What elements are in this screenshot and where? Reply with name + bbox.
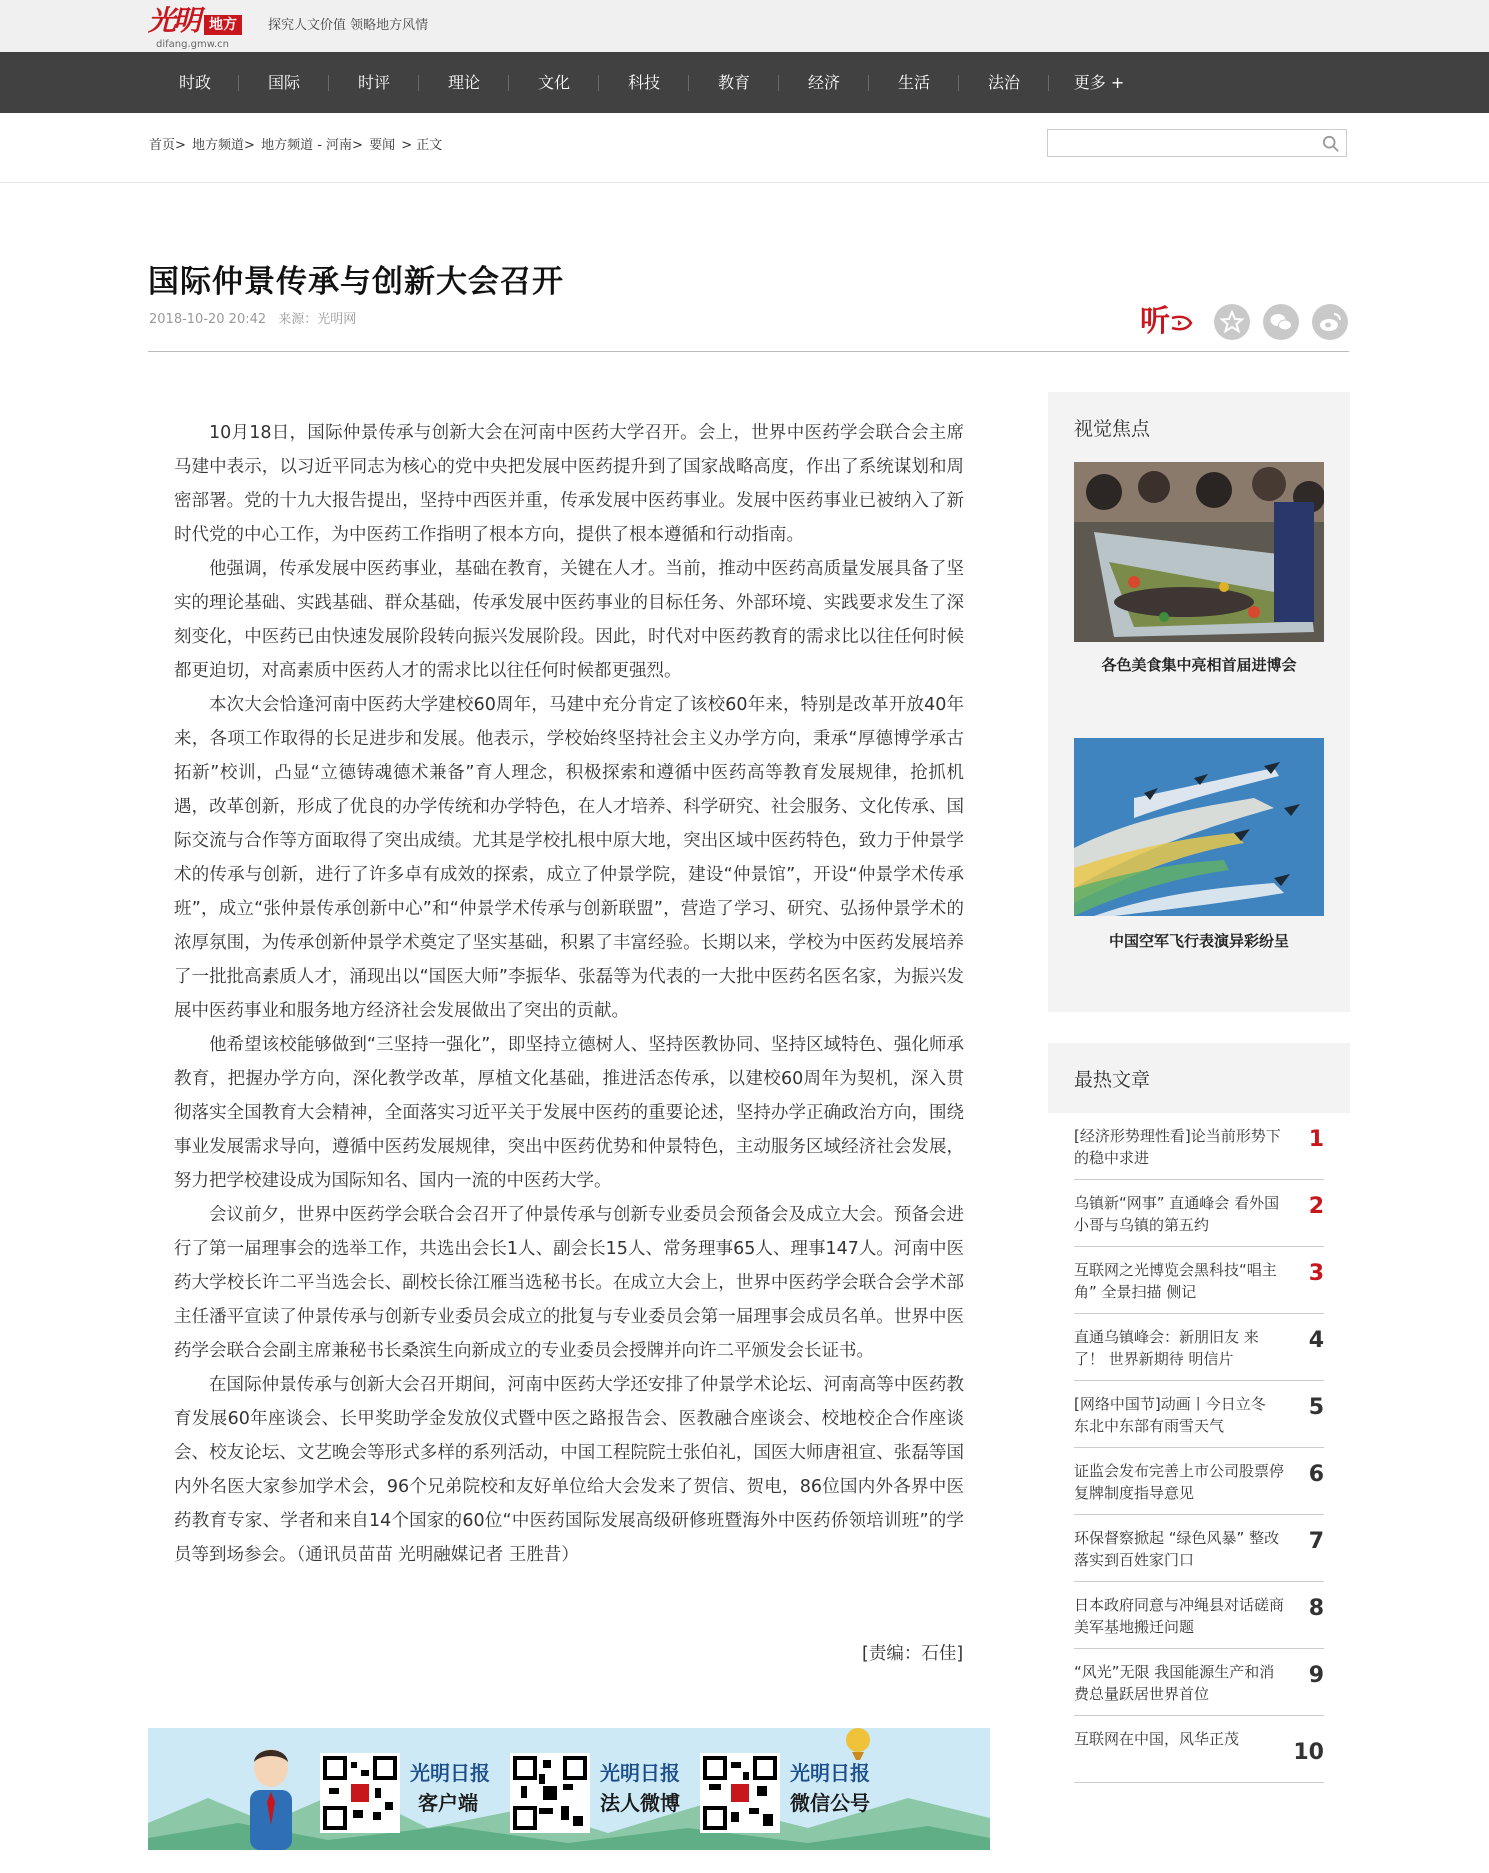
- article-body: [174, 416, 964, 1572]
- nav-item-jiaoyu[interactable]: 教育: [717, 73, 750, 92]
- article-title: 国际仲景传承与创新大会召开: [148, 264, 564, 300]
- hot-articles-title: 最热文章: [1074, 1069, 1151, 1091]
- hot-article-title[interactable]: 互联网之光博览会黑科技“唱主角” 全景扫描 侧记: [1074, 1261, 1277, 1301]
- banner-label-weibo: [600, 1758, 680, 1818]
- hot-article-item[interactable]: [1074, 1180, 1324, 1247]
- hot-article-rank: 1: [1308, 1127, 1324, 1152]
- article-date: 2018-10-20 20:42: [149, 312, 267, 327]
- hot-article-item[interactable]: [1074, 1515, 1324, 1582]
- banner-label-line: 光明日报: [790, 1761, 870, 1785]
- hot-article-title[interactable]: “风光”无限 我国能源生产和消费总量跃居世界首位: [1074, 1663, 1275, 1703]
- search-input[interactable]: [1052, 131, 1316, 157]
- weibo-share-button[interactable]: [1312, 304, 1348, 340]
- hot-article-title[interactable]: 互联网在中国，风华正茂: [1074, 1730, 1240, 1748]
- banner-label-line: 微信公号: [790, 1791, 870, 1815]
- photo-caption[interactable]: 各色美食集中亮相首届进博会: [1101, 656, 1297, 674]
- wechat-icon: [1263, 304, 1299, 340]
- photo-food-expo[interactable]: [1074, 462, 1324, 642]
- speaker-icon: [1169, 308, 1195, 338]
- title-divider: [148, 351, 1349, 352]
- photo-air-show[interactable]: [1074, 738, 1324, 916]
- hot-article-title[interactable]: 环保督察掀起 “绿色风暴” 整改落实到百姓家门口: [1074, 1529, 1280, 1569]
- logo-domain: difang.gmw.cn: [156, 39, 230, 50]
- banner-label-line: 客户端: [418, 1791, 478, 1815]
- photo-caption[interactable]: 中国空军飞行表演异彩纷呈: [1108, 932, 1289, 950]
- article-source: 来源：光明网: [278, 312, 357, 327]
- nav-item-shenghuo[interactable]: 生活: [897, 73, 930, 92]
- hot-article-title[interactable]: 证监会发布完善上市公司股票停复牌制度指导意见: [1074, 1462, 1285, 1502]
- follow-banner[interactable]: [148, 1728, 990, 1850]
- hot-article-title[interactable]: 日本政府同意与冲绳县对话磋商美军基地搬迁问题: [1074, 1596, 1285, 1636]
- hot-article-rank: 5: [1308, 1395, 1324, 1420]
- hot-article-item[interactable]: [1074, 1314, 1324, 1381]
- hot-article-item[interactable]: [1074, 1582, 1324, 1649]
- nav-item-wenhua[interactable]: 文化: [537, 73, 570, 92]
- hot-article-rank: 10: [1293, 1740, 1324, 1765]
- breadcrumb-home[interactable]: 首页>: [149, 138, 186, 153]
- header-divider: [0, 182, 1489, 183]
- nav-item-shiping[interactable]: 时评: [357, 73, 390, 92]
- favorite-button[interactable]: [1214, 304, 1250, 340]
- main-nav: [0, 52, 1489, 113]
- nav-item-lilun[interactable]: 理论: [447, 73, 480, 92]
- article-paragraph: 会议前夕，世界中医药学会联合会召开了仲景传承与创新专业委员会预备会及成立大会。预备会进行了第一届理事会的选举工作，共选出会长1人、副会长15人、常务理事65人、理事147人。河南中医药大学校长许二平当选会长、副校长徐江雁当选秘书长。在成立大会上，世界中医药学会联合会学术部主任潘平宣读了仲景传承与创新专业委员会成立的批复与专业委员会第一届理事会成员名单。世界中医药学会联合会副主席兼秘书长桑滨生向新成立的专业委员会授牌并向许二平颁发会长证书。: [174, 1205, 964, 1361]
- qr-code-app: [320, 1753, 400, 1833]
- listen-button[interactable]: [1140, 304, 1196, 340]
- nav-item-more[interactable]: 更多 +: [1073, 73, 1125, 92]
- hot-article-rank: 9: [1308, 1663, 1324, 1688]
- hot-article-item[interactable]: [1074, 1448, 1324, 1515]
- nav-item-shizheng[interactable]: 时政: [178, 73, 211, 92]
- hot-article-item[interactable]: [1074, 1649, 1324, 1716]
- search-box: [1047, 129, 1347, 157]
- article-editor: [责编：石佳]: [862, 1644, 964, 1664]
- article-meta: [149, 308, 364, 327]
- hot-article-rank: 6: [1308, 1462, 1324, 1487]
- hot-article-rank: 8: [1308, 1596, 1324, 1621]
- article-paragraph: 在国际仲景传承与创新大会召开期间，河南中医药大学还安排了仲景学术论坛、河南高等中医药教育发展60年座谈会、长甲奖助学金发放仪式暨中医之路报告会、医教融合座谈会、校地校企合作座谈会、校友论坛、文艺晚会等形式多样的系列活动，中国工程院院士张伯礼，国医大师唐祖宣、张磊等国内外名医大家参加学术会，96个兄弟院校和友好单位给大会发来了贺信、贺电，86位国内外各界中医药教育专家、学者和来自14个国家的60位“中医药国际发展高级研修班暨海外中医药侨领培训班”的学员等到场参会。（通讯员苗苗 光明融媒记者 王胜昔）: [174, 1375, 964, 1565]
- food-expo-image: [1074, 462, 1324, 642]
- weibo-icon: [1312, 304, 1348, 340]
- hot-article-item[interactable]: [1074, 1716, 1324, 1783]
- star-icon: [1214, 304, 1250, 340]
- hot-article-rank: 7: [1308, 1529, 1324, 1554]
- qr-code-weibo: [510, 1753, 590, 1833]
- hot-articles-header: [1048, 1043, 1350, 1113]
- wechat-share-button[interactable]: [1263, 304, 1299, 340]
- hot-article-title[interactable]: 直通乌镇峰会：新朋旧友 来了！ 世界新期待 明信片: [1074, 1328, 1259, 1368]
- balloon-icon: [838, 1728, 878, 1766]
- qr-code-icon: [513, 1756, 587, 1830]
- banner-label-line: 光明日报: [410, 1761, 490, 1785]
- top-bar: [0, 0, 1489, 52]
- article-paragraph: 10月18日，国际仲景传承与创新大会在河南中医药大学召开。会上，世界中医药学会联合会主席马建中表示，以习近平同志为核心的党中央把发展中医药提升到了国家战略高度，作出了系统谋划和周密部署。党的十九大报告提出，坚持中西医并重，传承发展中医药事业。发展中医药事业已被纳入了新时代党的中心工作，为中医药工作指明了根本方向，提供了根本遵循和行动指南。: [174, 423, 964, 545]
- nav-item-keji[interactable]: 科技: [627, 73, 660, 92]
- article-paragraph: 他希望该校能够做到“三坚持一强化”，即坚持立德树人、坚持医教协同、坚持区域特色、强化师承教育，把握办学方向，深化教学改革，厚植文化基础，推进活态传承，以建校60周年为契机，深入贯彻落实全国教育大会精神，全面落实习近平关于发展中医药的重要论述，坚持办学正确政治方向，围绕事业发展需求导向，遵循中医药发展规律，突出中医药优势和仲景特色，主动服务区域经济社会发展，努力把学校建设成为国际知名、国内一流的中医药大学。: [174, 1035, 964, 1191]
- banner-label-line: 法人微博: [600, 1791, 680, 1815]
- hot-article-rank: 4: [1308, 1328, 1324, 1353]
- site-logo[interactable]: [148, 4, 250, 50]
- article-paragraph: 本次大会恰逢河南中医药大学建校60周年，马建中充分肯定了该校60年来，特别是改革开放40年来，各项工作取得的长足进步和发展。他表示，学校始终坚持社会主义办学方向，秉承“厚德博学承古拓新”校训，凸显“立德铸魂德术兼备”育人理念，积极探索和遵循中医药高等教育发展规律，抢抓机遇，改革创新，形成了优良的办学传统和办学特色，在人才培养、科学研究、社会服务、文化传承、国际交流与合作等方面取得了突出成绩。尤其是学校扎根中原大地，突出区域中医药特色，致力于仲景学术的传承与创新，进行了许多卓有成效的探索，成立了仲景学院，建设“仲景馆”，开设“仲景学术传承班”，成立“张仲景传承创新中心”和“仲景学术传承与创新联盟”，营造了学习、研究、弘扬仲景学术的浓厚氛围，为传承创新仲景学术奠定了坚实基础，积累了丰富经验。长期以来，学校为中医药发展培养了一批批高素质人才，涌现出以“国医大师”李振华、张磊等为代表的一大批中医药名医名家，为振兴发展中医药事业和服务地方经济社会发展做出了突出的贡献。: [174, 695, 964, 1021]
- hot-article-title[interactable]: [网络中国节]动画丨今日立冬 东北中东部有雨雪天气: [1074, 1395, 1266, 1435]
- breadcrumb-current: > 正文: [401, 138, 443, 153]
- logo-mark: 光明: [148, 4, 199, 37]
- hot-article-title[interactable]: 乌镇新“网事” 直通峰会 看外国小哥与乌镇的第五约: [1074, 1194, 1280, 1234]
- hot-article-rank: 3: [1308, 1261, 1324, 1286]
- article-paragraph: 他强调，传承发展中医药事业，基础在教育，关键在人才。当前，推动中医药高质量发展具备了坚实的理论基础、实践基础、群众基础，传承发展中医药事业的目标任务、外部环境、实践要求发生了深刻变化，中医药已由快速发展阶段转向振兴发展阶段。因此，时代对中医药教育的需求比以往任何时候都更迫切，对高素质中医药人才的需求比以往任何时候都更强烈。: [174, 559, 964, 681]
- search-icon[interactable]: [1322, 135, 1340, 153]
- nav-item-jingji[interactable]: 经济: [807, 73, 840, 92]
- breadcrumb-news[interactable]: 要闻: [369, 138, 396, 153]
- hot-article-item[interactable]: [1074, 1381, 1324, 1448]
- logo-channel-badge: 地方: [204, 15, 242, 35]
- visual-focus-panel: [1048, 392, 1350, 1012]
- nav-divider: [1048, 75, 1049, 91]
- qr-code-wechat: [700, 1753, 780, 1833]
- cartoon-reporter-icon: [236, 1740, 306, 1850]
- hot-article-item[interactable]: [1074, 1113, 1324, 1180]
- banner-label-wechat: [790, 1758, 870, 1818]
- qr-code-icon: [323, 1756, 397, 1830]
- breadcrumb-local-channel[interactable]: 地方频道>: [192, 138, 255, 153]
- visual-focus-title: 视觉焦点: [1074, 418, 1151, 440]
- breadcrumb: [149, 134, 444, 153]
- listen-label: 听: [1140, 304, 1170, 339]
- banner-label-app: [410, 1758, 490, 1818]
- banner-label-line: 光明日报: [600, 1761, 680, 1785]
- hot-article-item[interactable]: [1074, 1247, 1324, 1314]
- hot-article-title[interactable]: [经济形势理性看]论当前形势下的稳中求进: [1074, 1127, 1281, 1167]
- qr-code-icon: [703, 1756, 777, 1830]
- hot-article-rank: 2: [1308, 1194, 1324, 1219]
- breadcrumb-henan[interactable]: 地方频道 - 河南>: [261, 138, 363, 153]
- nav-item-guoji[interactable]: 国际: [267, 73, 300, 92]
- site-slogan: 探究人文价值 领略地方风情: [268, 18, 429, 33]
- nav-item-fazhi[interactable]: 法治: [987, 73, 1020, 92]
- air-show-image: [1074, 738, 1324, 916]
